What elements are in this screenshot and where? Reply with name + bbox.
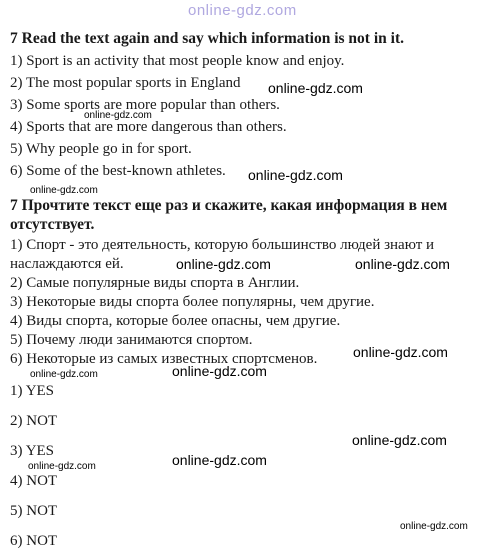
answer-4: 4) NOT bbox=[10, 473, 58, 489]
watermark: online-gdz.com bbox=[84, 110, 152, 121]
answer-3: 3) YES bbox=[10, 443, 55, 459]
russian-item-4: 4) Виды спорта, которые более опасны, чем другие. bbox=[10, 313, 341, 329]
russian-item-5: 5) Почему люди занимаются спортом. bbox=[10, 332, 253, 348]
english-item-1: 1) Sport is an activity that most people know and enjoy. bbox=[10, 53, 345, 69]
watermark: online-gdz.com bbox=[30, 369, 98, 380]
english-item-2: 2) The most popular sports in England bbox=[10, 75, 241, 91]
answer-1: 1) YES bbox=[10, 383, 55, 399]
watermark: online-gdz.com bbox=[355, 256, 450, 272]
russian-item-1-line1: 1) Спорт - это деятельность, которую большинство людей знают и bbox=[10, 237, 435, 253]
watermark-top: online-gdz.com bbox=[188, 2, 297, 19]
english-item-5: 5) Why people go in for sport. bbox=[10, 141, 192, 157]
english-heading: 7 Read the text again and say which information is not in it. bbox=[10, 30, 404, 47]
watermark: online-gdz.com bbox=[268, 80, 363, 96]
english-item-3: 3) Some sports are more popular than others. bbox=[10, 97, 280, 113]
watermark: online-gdz.com bbox=[28, 461, 96, 472]
russian-item-1-line2: наслаждаются ей. bbox=[10, 256, 124, 272]
english-item-4: 4) Sports that are more dangerous than others. bbox=[10, 119, 287, 135]
watermark: online-gdz.com bbox=[353, 344, 448, 360]
answer-5: 5) NOT bbox=[10, 503, 58, 519]
watermark: online-gdz.com bbox=[172, 452, 267, 468]
watermark: online-gdz.com bbox=[172, 363, 267, 379]
answer-6: 6) NOT bbox=[10, 533, 58, 549]
english-item-6: 6) Some of the best-known athletes. bbox=[10, 163, 226, 179]
watermark: online-gdz.com bbox=[176, 256, 271, 272]
watermark: online-gdz.com bbox=[30, 185, 98, 196]
russian-item-2: 2) Самые популярные виды спорта в Англии. bbox=[10, 275, 300, 291]
watermark: online-gdz.com bbox=[248, 167, 343, 183]
answer-2: 2) NOT bbox=[10, 413, 58, 429]
russian-item-3: 3) Некоторые виды спорта более популярны, чем другие. bbox=[10, 294, 375, 310]
watermark: online-gdz.com bbox=[400, 521, 468, 532]
russian-heading-line1: 7 Прочтите текст еще раз и скажите, какая информация в нем bbox=[10, 197, 448, 214]
russian-item-6: 6) Некоторые из самых известных спортсменов. bbox=[10, 351, 318, 367]
russian-heading-line2: отсутствует. bbox=[10, 216, 95, 233]
watermark: online-gdz.com bbox=[352, 432, 447, 448]
